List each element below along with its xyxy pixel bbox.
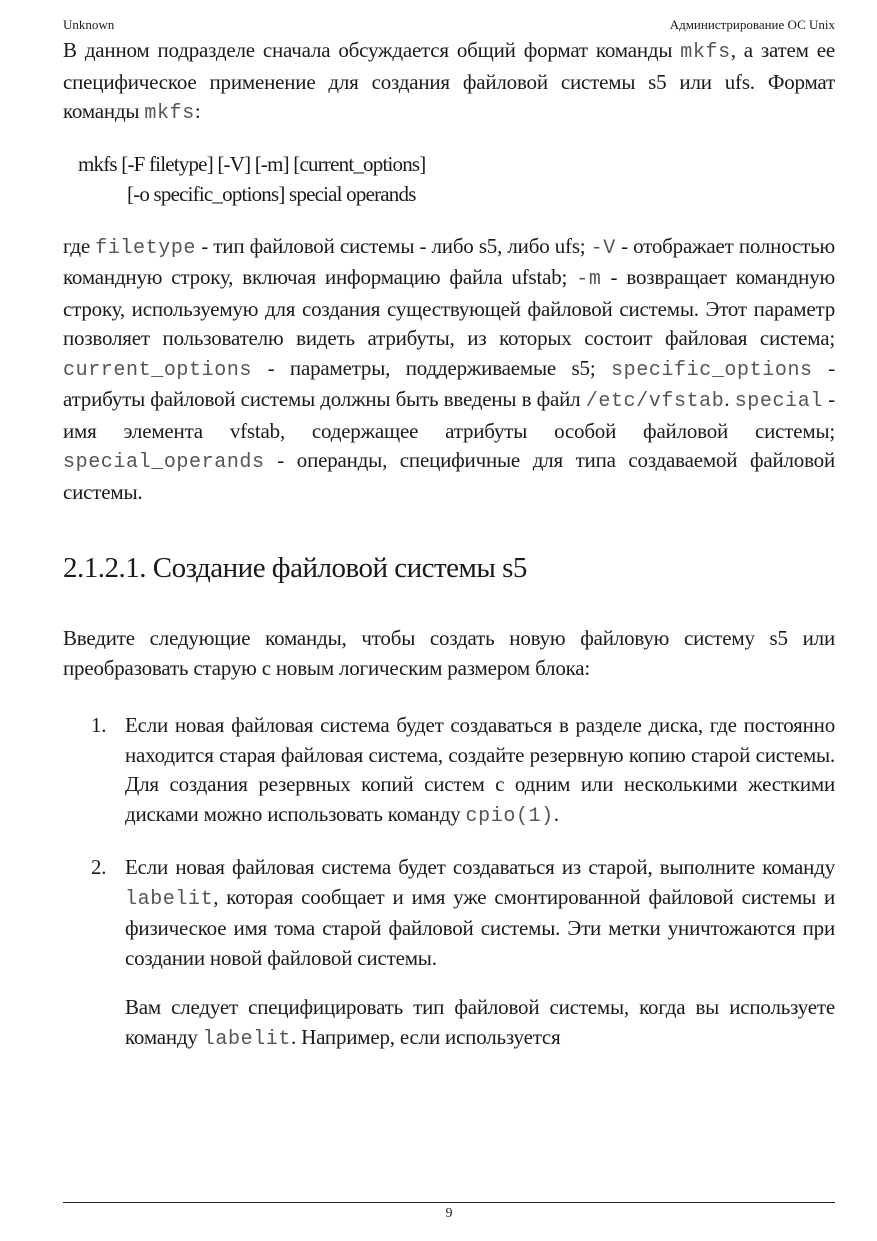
- text-run: Если новая файловая система будет создаваться в разделе диска, где постоянно находится старая файловая система, создайте резервную копию старой системы. Для создания резервных копий систем с одним или несколькими жесткими дисками можно использовать команду: [125, 713, 835, 826]
- list-number: 1.: [91, 713, 107, 737]
- list-item-text: [125, 711, 835, 831]
- text-run: где: [63, 233, 96, 258]
- page-number: 9: [445, 1206, 453, 1221]
- text-run: Вам следует специфицировать тип файловой системы, когда вы используете команду: [125, 995, 835, 1049]
- command-line-1: mkfs [-F filetype] [-V] [-m] [current_options]: [78, 151, 426, 176]
- section-heading: 2.1.2.1. Создание файловой системы s5: [63, 552, 527, 584]
- code-labelit: labelit: [202, 1027, 291, 1051]
- list-item: [63, 711, 835, 831]
- code-V: -V: [590, 236, 616, 260]
- code-m: -m: [576, 268, 602, 291]
- list-item-subparagraph: [125, 993, 835, 1054]
- code-mkfs: mkfs: [144, 102, 195, 125]
- text-run: В данном подразделе сначала обсуждается общий формат команды: [63, 38, 681, 62]
- text-run: .: [553, 801, 559, 826]
- header-right: Администрирование ОС Unix: [669, 17, 835, 32]
- command-syntax: [63, 149, 835, 209]
- code-vfstab-path: /etc/vfstab: [585, 390, 725, 413]
- paragraph-section-intro: Введите следующие команды, чтобы создать новую файловую систему s5 или преобразовать старую с новым логическим размером блока:: [63, 626, 835, 680]
- code-labelit: labelit: [125, 887, 214, 911]
- text-run: - параметры, поддерживаемые s5;: [252, 355, 612, 380]
- paragraph-options: [63, 232, 835, 508]
- code-filetype: filetype: [95, 236, 197, 260]
- text-run: , а затем ее специфическое применение для создания файловой системы s5 или ufs. Формат команды: [63, 38, 835, 123]
- header-left: Unknown: [63, 17, 115, 32]
- text-run: , которая сообщает и имя уже смонтированной файловой системы и физическое имя тома старой файловой системы. Эти метки уничтожаются при создании новой файловой системы.: [125, 884, 835, 970]
- text-run: - имя элемента vfstab, содержащее атрибуты особой файловой системы;: [63, 387, 835, 443]
- content-area: [63, 0, 835, 1201]
- text-run: .: [724, 387, 735, 411]
- code-specific-options: specific_options: [611, 358, 813, 382]
- code-special-operands: special_operands: [63, 451, 265, 474]
- paragraph-intro-mkfs: [63, 36, 835, 129]
- list-number: 2.: [91, 855, 107, 879]
- code-special: special: [734, 390, 823, 413]
- code-current-options: current_options: [63, 358, 253, 382]
- text-run: - атрибуты файловой системы должны быть введены в файл: [63, 355, 835, 411]
- text-run: - отображает полностью командную строку, включая информацию файла ufstab;: [63, 233, 835, 289]
- code-mkfs: mkfs: [680, 41, 731, 64]
- text-run: . Например, если используется: [291, 1024, 561, 1049]
- document-page: [63, 0, 835, 1241]
- text-run: - тип файловой системы - либо s5, либо ufs;: [196, 233, 591, 258]
- text-run: :: [194, 99, 201, 123]
- document-body: [63, 36, 835, 1054]
- list-item: [63, 853, 835, 1054]
- text-run: Если новая файловая система будет создаваться из старой, выполните команду: [125, 855, 835, 879]
- command-line-2: [-o specific_options] special operands: [127, 181, 416, 206]
- list-item-text: [125, 853, 835, 973]
- steps-list: [63, 711, 835, 1054]
- code-cpio: cpio(1): [465, 804, 554, 828]
- footer-divider: [63, 1202, 835, 1203]
- text-run: - возвращает командную строку, используемую для создания существующей файловой системы. Этот параметр позволяет пользователю видеть атрибуты, из которых состоит файловая система;: [63, 265, 835, 350]
- text-run: - операнды, специфичные для типа создаваемой файловой системы.: [63, 448, 835, 504]
